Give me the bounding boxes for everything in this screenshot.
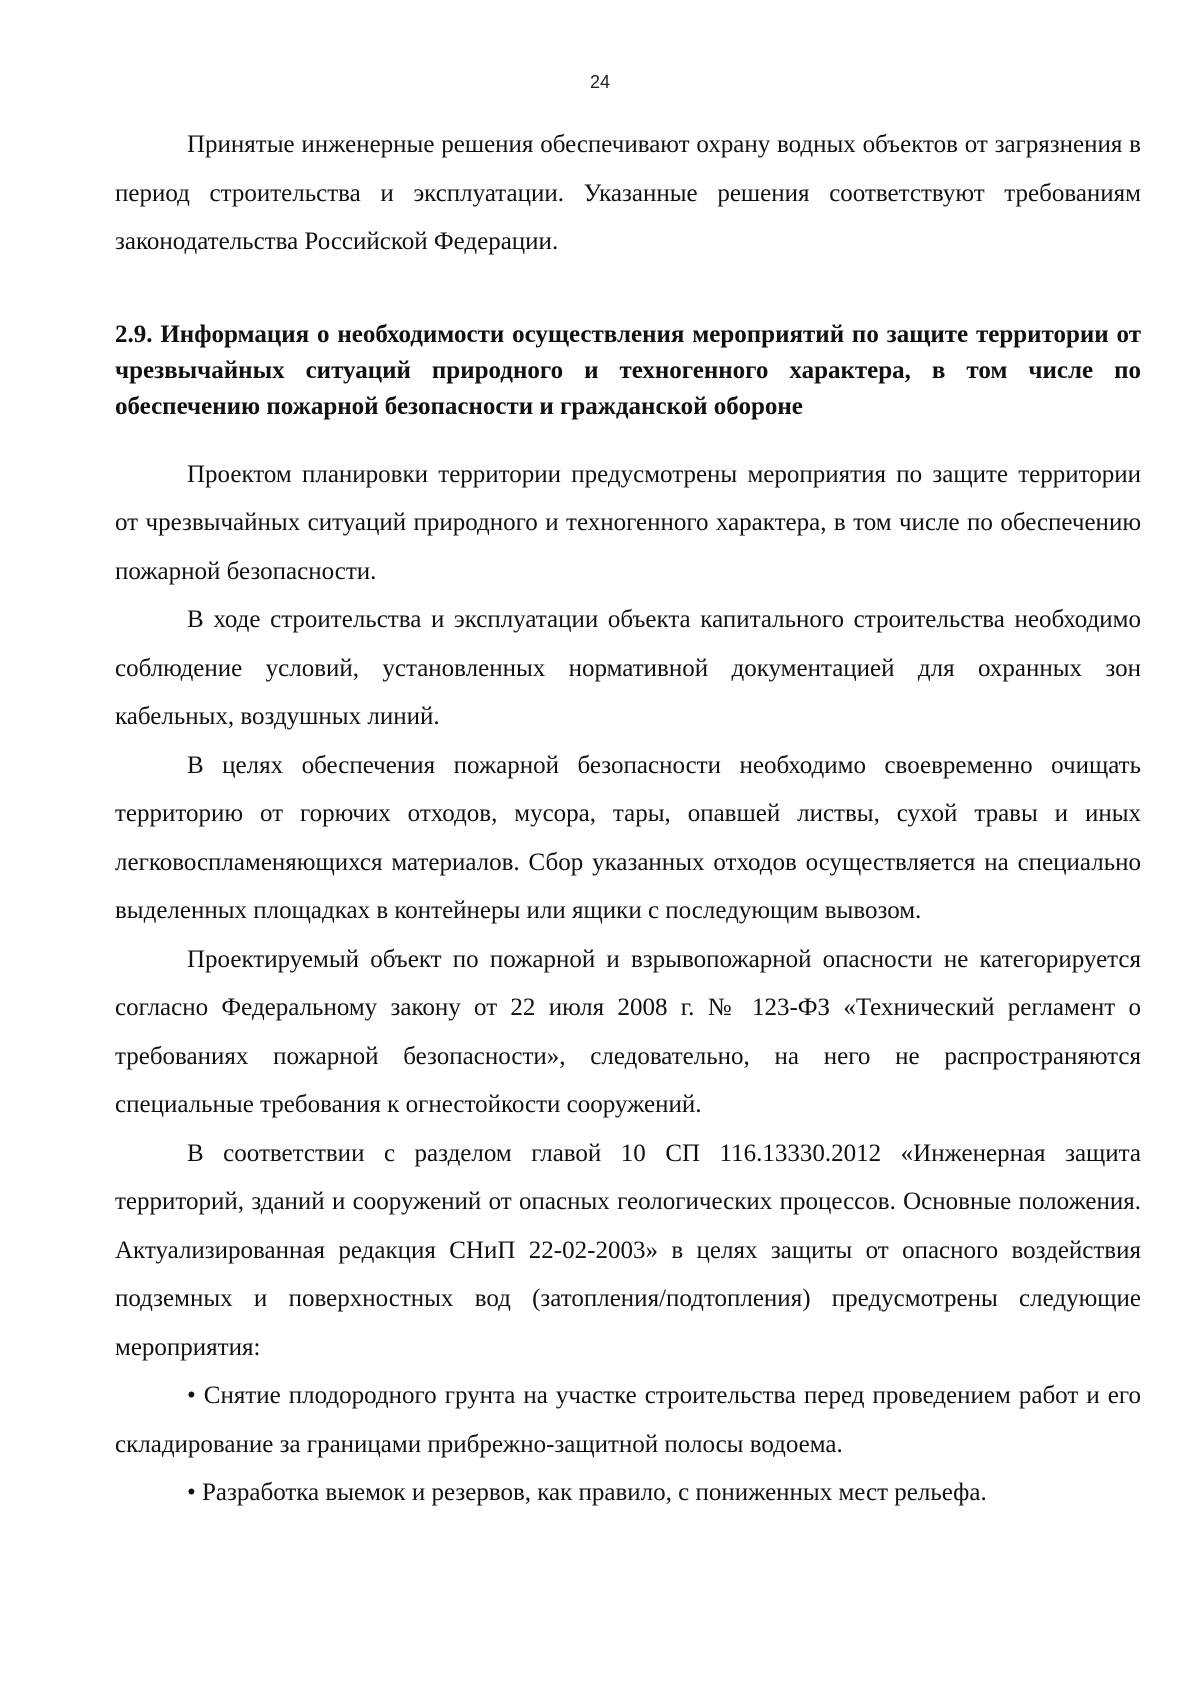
section-paragraph: В ходе строительства и эксплуатации объекта капитального строительства необходимо соблюдение условий, установленных нормативной документацией для охранных зон кабельных, воздушных линий. xyxy=(115,606,1141,730)
bullet-item: • Снятие плодородного грунта на участке строительства перед проведением работ и его складирование за границами прибрежно-защитной полосы водоема. xyxy=(115,1382,1141,1458)
section-paragraph: Проектом планировки территории предусмотрены мероприятия по защите территории от чрезвычайных ситуаций природного и техногенного характера, в том числе по обеспечению пожарной безопасности. xyxy=(115,460,1141,585)
document-body xyxy=(115,121,1141,1518)
section-paragraph: В соответствии с разделом главой 10 СП 116.13330.2012 «Инженерная защита территорий, зданий и сооружений от опасных геологических процессов. Основные положения. Актуализированная редакция СНиП 22-02-2003» в целях защиты от опасного воздействия подземных и поверхностных вод (затопления/подтопления) предусмотрены следующие мероприятия: xyxy=(115,1139,1141,1361)
page-number: 24 xyxy=(589,72,611,92)
intro-paragraph: Принятые инженерные решения обеспечивают охрану водных объектов от загрязнения в период строительства и эксплуатации. Указанные решения соответствуют требованиям законодательства Российской Федерации. xyxy=(115,131,1141,255)
bullet-item: • Разработка выемок и резервов, как правило, с пониженных мест рельефа. xyxy=(187,1479,987,1506)
section-heading: 2.9. Информация о необходимости осуществления мероприятий по защите территории от чрезвычайных ситуаций природного и техногенного характера, в том числе по обеспечению пожарной безопасности и гражданской обороне xyxy=(115,320,1141,420)
section-paragraph: В целях обеспечения пожарной безопасности необходимо своевременно очищать территорию от горючих отходов, мусора, тары, опавшей листвы, сухой травы и иных легковоспламеняющихся материалов. Сбор указанных отходов осуществляется на специально выделенных площадках в контейнеры или ящики с последующим вывозом. xyxy=(115,751,1141,924)
section-paragraph: Проектируемый объект по пожарной и взрывопожарной опасности не категорируется согласно Федеральному закону от 22 июля 2008 г. № 123-ФЗ «Технический регламент о требованиях пожарной безопасности», следовательно, на него не распространяются специальные требования к огнестойкости сооружений. xyxy=(115,945,1141,1118)
